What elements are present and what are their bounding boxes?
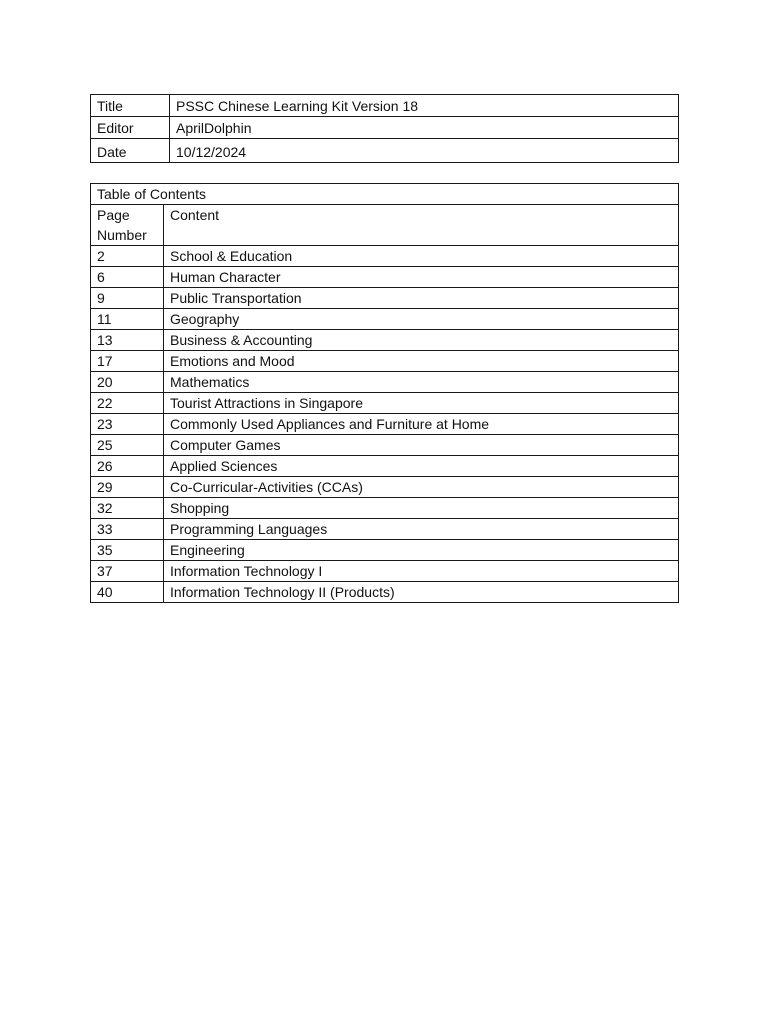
table-row (91, 246, 679, 267)
toc-page-number: 40 (91, 582, 164, 603)
table-row (91, 582, 679, 603)
table-row (91, 393, 679, 414)
info-label-editor: Editor (91, 117, 170, 139)
toc-page-number: 22 (91, 393, 164, 414)
toc-content-title: Engineering (164, 540, 679, 561)
table-row (91, 267, 679, 288)
info-label-date: Date (91, 139, 170, 163)
info-label-title: Title (91, 95, 170, 117)
table-row (91, 456, 679, 477)
table-row (91, 330, 679, 351)
info-row-title (91, 95, 679, 117)
toc-page-number: 20 (91, 372, 164, 393)
toc-page-number: 25 (91, 435, 164, 456)
toc-page-number: 2 (91, 246, 164, 267)
column-header-page-line2: Number (97, 227, 147, 243)
toc-content-title: Emotions and Mood (164, 351, 679, 372)
toc-content-title: Computer Games (164, 435, 679, 456)
toc-content-title: Shopping (164, 498, 679, 519)
column-header-page-line1: Page (97, 207, 130, 223)
document-info-table (90, 94, 679, 163)
toc-column-header-row (91, 205, 679, 246)
info-value-title: PSSC Chinese Learning Kit Version 18 (170, 95, 679, 117)
column-header-content: Content (164, 205, 679, 246)
table-row (91, 414, 679, 435)
toc-page-number: 23 (91, 414, 164, 435)
info-value-editor: AprilDolphin (170, 117, 679, 139)
toc-page-number: 13 (91, 330, 164, 351)
toc-content-title: Public Transportation (164, 288, 679, 309)
toc-content-title: Programming Languages (164, 519, 679, 540)
column-header-page-number (91, 205, 164, 246)
toc-content-title: School & Education (164, 246, 679, 267)
toc-content-title: Commonly Used Appliances and Furniture at Home (164, 414, 679, 435)
table-row (91, 561, 679, 582)
table-row (91, 372, 679, 393)
toc-page-number: 17 (91, 351, 164, 372)
toc-page-number: 32 (91, 498, 164, 519)
toc-heading-row (91, 184, 679, 205)
toc-page-number: 11 (91, 309, 164, 330)
toc-content-title: Human Character (164, 267, 679, 288)
info-row-editor (91, 117, 679, 139)
table-row (91, 477, 679, 498)
toc-page-number: 33 (91, 519, 164, 540)
toc-content-title: Co-Curricular-Activities (CCAs) (164, 477, 679, 498)
toc-content-title: Information Technology I (164, 561, 679, 582)
toc-content-title: Applied Sciences (164, 456, 679, 477)
toc-page-number: 35 (91, 540, 164, 561)
table-row (91, 309, 679, 330)
toc-page-number: 6 (91, 267, 164, 288)
toc-page-number: 37 (91, 561, 164, 582)
toc-page-number: 26 (91, 456, 164, 477)
toc-content-title: Geography (164, 309, 679, 330)
toc-content-title: Information Technology II (Products) (164, 582, 679, 603)
toc-content-title: Tourist Attractions in Singapore (164, 393, 679, 414)
table-row (91, 498, 679, 519)
toc-content-title: Business & Accounting (164, 330, 679, 351)
toc-content-title: Mathematics (164, 372, 679, 393)
info-value-date: 10/12/2024 (170, 139, 679, 163)
toc-heading: Table of Contents (91, 184, 679, 205)
table-row (91, 435, 679, 456)
toc-page-number: 29 (91, 477, 164, 498)
table-row (91, 519, 679, 540)
toc-page-number: 9 (91, 288, 164, 309)
table-row (91, 540, 679, 561)
table-row (91, 288, 679, 309)
table-of-contents (90, 183, 679, 603)
table-row (91, 351, 679, 372)
info-row-date (91, 139, 679, 163)
